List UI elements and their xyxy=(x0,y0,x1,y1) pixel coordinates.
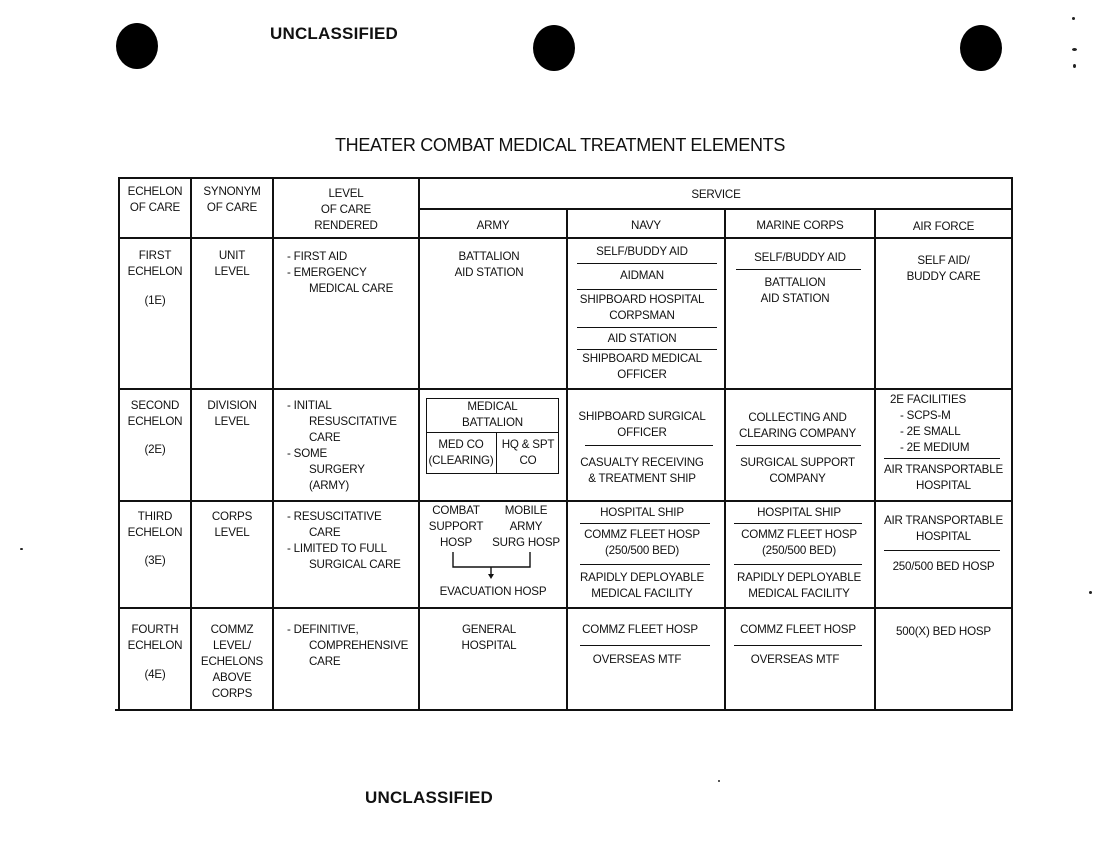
marine-entry: COMMZ FLEET HOSP xyxy=(740,623,856,636)
service-divider xyxy=(418,208,1013,210)
classification-banner-top: UNCLASSIFIED xyxy=(270,24,399,43)
synonym-cell: CORPS LEVEL xyxy=(211,510,253,539)
entry-separator xyxy=(580,645,710,646)
med-co-clearing-label: MED CO (CLEARING) xyxy=(428,438,494,467)
level-cell: - RESUSCITATIVE CARE - LIMITED TO FULL SURGICAL CARE xyxy=(287,510,401,571)
marine-entry: RAPIDLY DEPLOYABLE MEDICAL FACILITY xyxy=(737,571,861,600)
synonym-cell: UNIT LEVEL xyxy=(214,249,250,278)
level-cell: - DEFINITIVE, COMPREHENSIVE CARE xyxy=(287,623,409,668)
army-cell: GENERAL HOSPITAL xyxy=(461,623,517,652)
navy-entry: COMMZ FLEET HOSP xyxy=(582,623,698,636)
navy-entry: HOSPITAL SHIP xyxy=(600,506,684,519)
army-cell: BATTALION AID STATION xyxy=(454,250,524,279)
header-service: SERVICE xyxy=(691,188,741,201)
airforce-entry: AIR TRANSPORTABLE HOSPITAL xyxy=(883,514,1003,543)
navy-entry: SHIPBOARD MEDICAL OFFICER xyxy=(582,352,702,381)
entry-separator xyxy=(580,523,710,524)
entry-separator xyxy=(884,458,1000,459)
marine-entry: COMMZ FLEET HOSP (250/500 BED) xyxy=(741,528,857,557)
synonym-cell: DIVISION LEVEL xyxy=(207,399,257,428)
table-border-top xyxy=(118,177,1013,179)
scan-speck xyxy=(20,548,23,550)
marine-entry: OVERSEAS MTF xyxy=(750,653,840,666)
navy-entry: SELF/BUDDY AID xyxy=(596,245,688,258)
medical-battalion-label: MEDICAL BATTALION xyxy=(462,400,523,429)
box-divider xyxy=(426,432,559,433)
airforce-cell: SELF AID/ BUDDY CARE xyxy=(906,254,981,283)
marine-entry: SELF/BUDDY AID xyxy=(754,251,846,264)
airforce-entry: 250/500 BED HOSP xyxy=(892,560,995,573)
level-cell: - FIRST AID - EMERGENCY MEDICAL CARE xyxy=(287,250,394,295)
punch-hole-right xyxy=(960,25,1002,71)
header-divider xyxy=(118,237,1013,239)
echelon-cell: THIRD ECHELON (3E) xyxy=(127,510,183,567)
navy-entry: SHIPBOARD HOSPITAL CORPSMAN xyxy=(579,293,705,322)
navy-entry: SHIPBOARD SURGICAL OFFICER xyxy=(578,410,706,439)
marine-entry: BATTALION AID STATION xyxy=(760,276,830,305)
marine-entry: SURGICAL SUPPORT COMPANY xyxy=(740,456,855,485)
entry-separator xyxy=(577,263,717,264)
entry-separator xyxy=(580,564,710,565)
evacuation-hosp: EVACUATION HOSP xyxy=(439,585,547,598)
header-level: LEVEL OF CARE RENDERED xyxy=(314,187,378,232)
airforce-entry: AIR TRANSPORTABLE HOSPITAL xyxy=(883,463,1003,492)
scan-speck xyxy=(718,780,720,782)
header-army: ARMY xyxy=(476,219,510,232)
mobile-army-surg-hosp: MOBILE ARMY SURG HOSP xyxy=(492,504,560,549)
navy-entry: AID STATION xyxy=(607,332,677,345)
navy-entry: AIDMAN xyxy=(620,269,664,282)
hq-spt-co-label: HQ & SPT CO xyxy=(501,438,555,467)
echelon-cell: SECOND ECHELON (2E) xyxy=(127,399,183,456)
entry-separator xyxy=(736,269,861,270)
header-air-force: AIR FORCE xyxy=(912,220,975,233)
header-marine-corps: MARINE CORPS xyxy=(756,219,844,232)
header-navy: NAVY xyxy=(631,219,661,232)
scan-speck xyxy=(1073,64,1076,68)
marine-entry: COLLECTING AND CLEARING COMPANY xyxy=(738,411,857,440)
combat-support-hosp: COMBAT SUPPORT HOSP xyxy=(428,504,484,549)
entry-separator xyxy=(734,645,862,646)
navy-entry: OVERSEAS MTF xyxy=(592,653,682,666)
merge-connector-icon xyxy=(419,550,567,580)
entry-separator xyxy=(734,564,862,565)
entry-separator xyxy=(736,445,861,446)
navy-entry: RAPIDLY DEPLOYABLE MEDICAL FACILITY xyxy=(580,571,704,600)
row-divider xyxy=(118,388,1013,390)
echelon-cell: FOURTH ECHELON (4E) xyxy=(127,623,183,681)
scan-speck xyxy=(1089,591,1092,594)
entry-separator xyxy=(585,445,713,446)
page-title: THEATER COMBAT MEDICAL TREATMENT ELEMENTS xyxy=(334,135,786,155)
scan-speck xyxy=(1072,17,1075,20)
entry-separator xyxy=(734,523,862,524)
airforce-2e-facilities: 2E FACILITIES - SCPS-M - 2E SMALL - 2E MEDIUM xyxy=(890,393,970,454)
navy-entry: COMMZ FLEET HOSP (250/500 BED) xyxy=(584,528,700,557)
header-synonym: SYNONYM OF CARE xyxy=(203,185,261,214)
entry-separator xyxy=(577,289,717,290)
synonym-cell: COMMZ LEVEL/ ECHELONS ABOVE CORPS xyxy=(200,623,264,700)
echelon-cell: FIRST ECHELON (1E) xyxy=(127,249,183,307)
table-border-bottom xyxy=(115,709,1013,711)
punch-hole-center xyxy=(533,25,575,71)
airforce-cell: 500(X) BED HOSP xyxy=(896,625,991,638)
row-divider xyxy=(118,500,1013,502)
navy-entry: CASUALTY RECEIVING & TREATMENT SHIP xyxy=(580,456,704,485)
level-cell: - INITIAL RESUSCITATIVE CARE - SOME SURGERY (ARMY) xyxy=(287,399,397,492)
entry-separator xyxy=(884,550,1000,551)
entry-separator xyxy=(577,327,717,328)
classification-banner-bottom: UNCLASSIFIED xyxy=(365,788,494,807)
marine-entry: HOSPITAL SHIP xyxy=(757,506,841,519)
scan-speck xyxy=(1072,48,1077,51)
punch-hole-left xyxy=(116,23,158,69)
row-divider xyxy=(118,607,1013,609)
header-echelon: ECHELON OF CARE xyxy=(127,185,183,214)
